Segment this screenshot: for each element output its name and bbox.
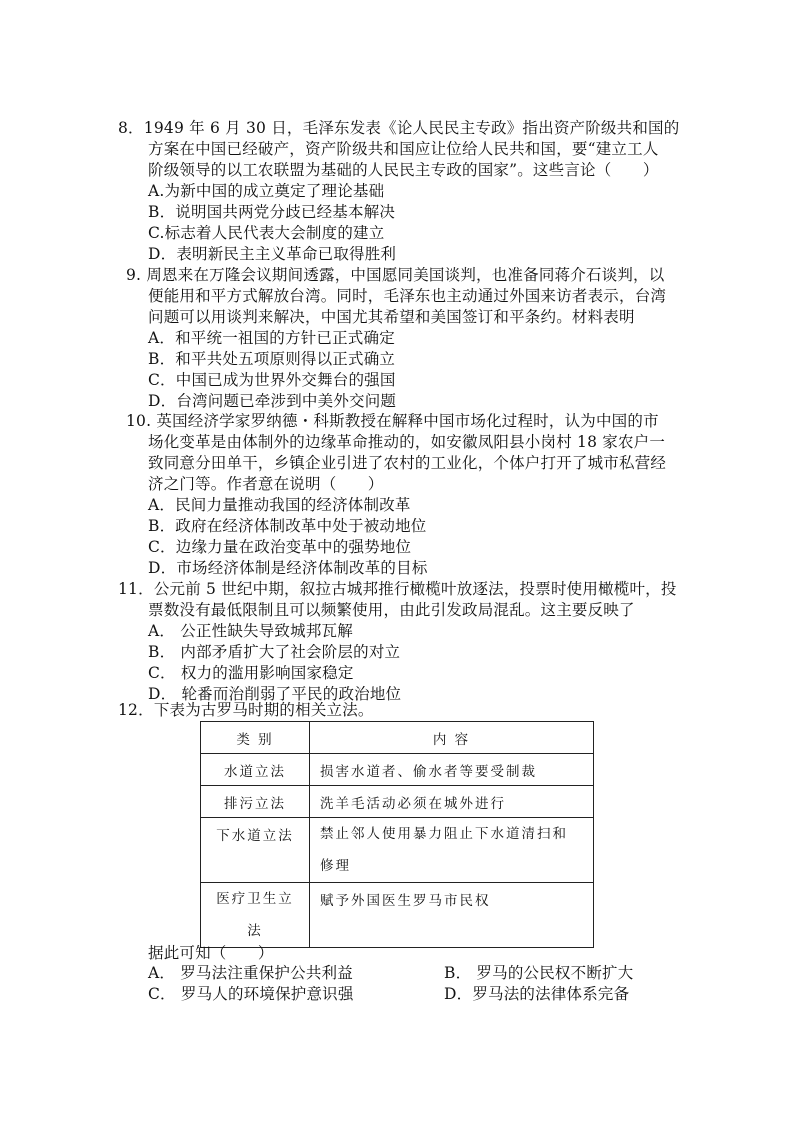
q11-line-1: 11．公元前 5 世纪中期，叙拉古城邦推行橄榄叶放逐法，投票时使用橄榄叶，投 [118,580,677,598]
q8-line-1: 8．1949 年 6 月 30 日，毛泽东发表《论人民民主专政》指出资产阶级共和国的 [118,119,680,137]
table-row [201,883,594,948]
q9-line-3: 问题可以用谈判来解决，中国尤其希望和美国签订和平条约。材料表明 [148,308,635,326]
q11-option-d: D． 轮番而治削弱了平民的政治地位 [148,685,402,703]
table-cell-category: 下水道立法 [201,818,310,883]
q10-option-b: B．政府在经济体制改革中处于被动地位 [148,517,427,535]
q8-line-3: 阶级领导的以工农联盟为基础的人民民主专政的国家”。这些言论（ ） [148,161,659,179]
q11-option-b: B． 内部矛盾扩大了社会阶层的对立 [148,643,401,661]
q10-option-d: D．市场经济体制是经济体制改革的目标 [148,559,428,577]
table-cell-content: 损害水道者、偷水者等要受制裁 [310,754,594,786]
table-cell-content-line-1: 禁止邻人使用暴力阻止下水道清扫和 [320,826,568,842]
q8-line-2: 方案在中国已经破产，资产阶级共和国应让位给人民共和国，要“建立工人 [148,140,659,158]
q9-option-c: C．中国已成为世界外交舞台的强国 [148,371,396,389]
table-cell-category [201,883,310,948]
table-cell-category: 水道立法 [201,754,310,786]
q12-option-d: D．罗马法的法律体系完备 [444,985,630,1003]
table-cell-category-line-2: 法 [247,923,263,939]
q9-line-1: 9. 周恩来在万隆会议期间透露，中国愿同美国谈判，也准备同蒋介石谈判，以 [126,266,665,284]
q10-line-1: 10. 英国经济学家罗纳德・科斯教授在解释中国市场化过程时，认为中国的市 [126,412,659,430]
q12-option-a: A． 罗马法注重保护公共利益 [148,964,353,982]
table-row [201,786,594,818]
table-cell-category: 排污立法 [201,786,310,818]
q9-option-d: D．台湾问题已牵涉到中美外交问题 [148,392,397,410]
table-cell-content [310,818,594,883]
q10-line-4: 济之门等。作者意在说明（ ） [148,475,384,493]
q8-option-c: C.标志着人民代表大会制度的建立 [148,224,385,242]
q10-option-c: C．边缘力量在政治变革中的强势地位 [148,538,412,556]
q11-line-2: 票数没有最低限制且可以频繁使用，由此引发政局混乱。这主要反映了 [148,601,635,619]
q11-option-a: A． 公正性缺失导致城邦瓦解 [148,622,353,640]
q12-option-c: C． 罗马人的环境保护意识强 [148,985,354,1003]
q10-line-2: 场化变革是由体制外的边缘革命推动的，如安徽凤阳县小岗村 18 家农户一 [148,433,666,451]
q9-line-2: 便能用和平方式解放台湾。同时，毛泽东也主动通过外国来访者表示，台湾 [148,287,667,305]
roman-law-table [200,721,594,948]
q10-line-3: 致同意分田单干，乡镇企业引进了农村的工业化，个体户打开了城市私营经 [148,454,667,472]
q9-option-a: A．和平统一祖国的方针已正式确定 [148,329,395,347]
table-cell-content: 赋予外国医生罗马市民权 [310,883,594,948]
q8-option-b: B．说明国共两党分歧已经基本解决 [148,203,396,221]
q12-stem: 12．下表为古罗马时期的相关立法。 [118,701,374,719]
q8-option-a: A.为新中国的成立奠定了理论基础 [148,182,385,200]
table-header-content: 内 容 [310,722,594,754]
q11-option-c: C． 权力的滥用影响国家稳定 [148,664,354,682]
table-header-category: 类 别 [201,722,310,754]
q8-option-d: D．表明新民主主义革命已取得胜利 [148,245,397,263]
q12-option-b: B． 罗马的公民权不断扩大 [444,964,634,982]
q12-prompt: 据此可知（ ） [148,944,274,962]
table-header-row [201,722,594,754]
table-cell-category-line-1: 医疗卫生立 [216,891,294,907]
q9-option-b: B．和平共处五项原则得以正式确立 [148,350,396,368]
table-row [201,818,594,883]
table-cell-content-line-2: 修理 [320,858,351,874]
table-row [201,754,594,786]
q10-option-a: A．民间力量推动我国的经济体制改革 [148,496,411,514]
table-cell-content: 洗羊毛活动必须在城外进行 [310,786,594,818]
